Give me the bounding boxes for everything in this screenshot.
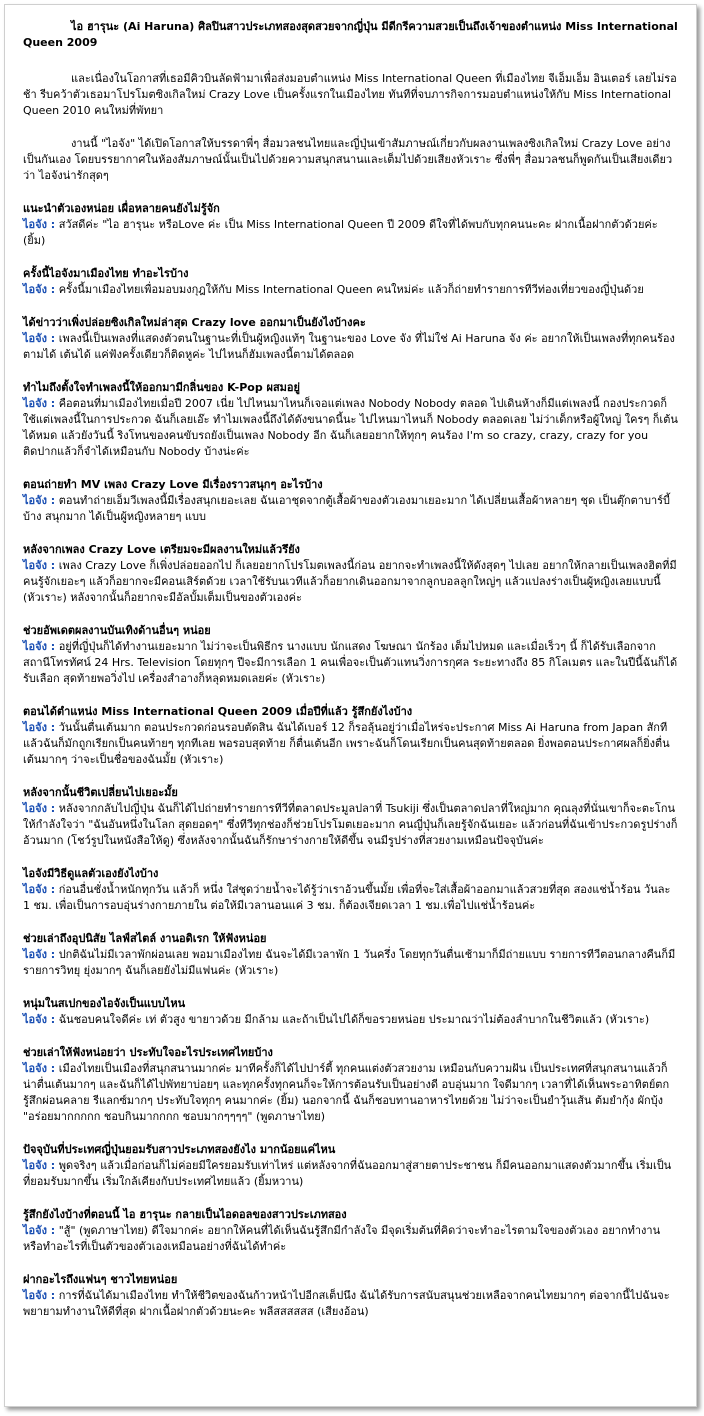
answer-text: เพลง Crazy Love ก็เพิ่งปล่อยออกไป ก็เลยอยากโปรโมตเพลงนี้ก่อน อยากจะทำเพลงนี้ให้ดังสุดๆ ไปเลย อยากให้กลายเป็นเพลงฮิตที่มีคนรู้จักเยอะๆ แล้วก็อยากจะมีคอนเสิร์ตด้วย เวลาใช้รับนเวทีแล้วก็อยากเดินออกมาจากลูกบอลลูกใหญ่ๆ แล้วแปลงร่างเป็นผู้หญิงเลยแบบนี้ (หัวเราะ) หลังจากนั้นก็อยากจะมีอัลบั้มเต็มเป็นของตัวเองค่ะ [23,559,677,604]
answer-paragraph [23,1288,678,1320]
question-heading: ช่วยอัพเดตผลงานบันเทิงด้านอื่นๆ หน่อย [23,624,211,637]
article-frame [4,4,697,1407]
qa-item [23,931,678,979]
answer-paragraph [23,720,678,768]
answer-text: พูดจริงๆ แล้วเมื่อก่อนก็ไม่ค่อยมีใครยอมรับเท่าไหร่ แต่หลังจากที่ฉันออกมาสู่สายตาประชาชน ก็มีคนออกมาแสดงตัวมากขึ้น เริ่มเป็นที่ยอมรับมากขึ้น เริ่มใกล้เคียงกับประเทศไทยแล้ว (ยิ้มหวาน) [23,1159,672,1188]
question-heading: ตอนถ่ายทำ MV เพลง Crazy Love มีเรื่องราวสนุกๆ อะไรบ้าง [23,478,323,491]
question-heading: ไอจังมีวิธีดูแลตัวเองยังไงบ้าง [23,867,159,880]
question-heading: ช่วยเล่าถึงอุปนิสัย ไลฟ์สไตล์ งานอดิเรก ให้ฟังหน่อย [23,932,267,945]
qa-item [23,1272,678,1320]
qa-item [23,866,678,914]
qa-item [23,1207,678,1255]
answer-paragraph [23,396,678,460]
speaker-label: ไอจัง : [23,1289,56,1302]
answer-text: ครั้งนี้มาเมืองไทยเพื่อมอบมงกุฎให้กับ Miss International Queen คนใหม่ค่ะ แล้วก็ถ่ายทำรายการทีวีท่องเที่ยวของญี่ปุ่นด้วย [58,283,644,296]
speaker-label: ไอจัง : [23,1013,56,1026]
question-heading: รู้สึกยังไงบ้างที่ตอนนี้ ไอ ฮารุนะ กลายเป็นไอดอลของสาวประเภทสอง [23,1208,347,1221]
qa-item [23,623,678,687]
speaker-label: ไอจัง : [23,640,56,653]
article-content [5,5,696,1320]
speaker-label: ไอจัง : [23,1062,56,1075]
question-heading: หลังจากเพลง Crazy Love เตรียมจะมีผลงานใหม่แล้วรึยัง [23,543,300,556]
intro-paragraph: งานนี้ "ไอจัง" ได้เปิดโอกาสให้บรรดาพี่ๆ สื่อมวลชนไทยและญี่ปุ่นเข้าสัมภาษณ์เกี่ยวกับผลงานเพลงซิงเกิลใหม่ Crazy Love อย่างเป็นกันเอง โดยบรรยากาศในห้องสัมภาษณ์นั้นเป็นไปด้วยความสนุกสนานและเต็มไปด้วยเสียงหัวเราะ ซึ่งพี่ๆ สื่อมวลชนก็พูดกันเป็นเสียงเดียวว่า ไอจังน่ารักสุดๆ [23,137,673,182]
answer-paragraph [23,493,678,525]
question-heading: หลังจากนั้นชีวิตเปลี่ยนไปเยอะมั้ย [23,786,178,799]
speaker-label: ไอจัง : [23,883,56,896]
speaker-label: ไอจัง : [23,802,56,815]
answer-paragraph [23,1223,678,1255]
qa-item [23,477,678,525]
qa-item [23,542,678,606]
answer-paragraph [23,217,678,249]
qa-item [23,785,678,849]
speaker-label: ไอจัง : [23,948,56,961]
qa-item [23,1142,678,1190]
answer-text: คือตอนที่มาเมืองไทยเมื่อปี 2007 เนี่ย ไปไหนมาไหนก็เจอแต่เพลง Nobody Nobody ตลอด ไปเดินห้างก็มีแต่เพลงนี้ กองประกวดก็ใช้แต่เพลงนี้ในการประกวด ฉันก็เลยเอ๊ะ ทำไมเพลงนี้ถึงได้ดังขนาดนี้นะ ไปไหนมาไหนก็ Nobody ตลอดเลย ไม่ว่าเด็กหรือผู้ใหญ่ ใครๆ ก็เต้นได้หมด แล้วยังวันนี้ ริงโทนของคนขับรถยังเป็นเพลง Nobody อีก ฉันก็เลยอยากให้ทุกๆ คนร้อง I'm so crazy, crazy, crazy for you ติดปากแล้วก็จำได้เหมือนกับ Nobody บ้างน่ะค่ะ [23,397,678,458]
qa-item [23,201,678,249]
question-heading: หนุ่มในสเปกของไอจังเป็นแบบไหน [23,997,186,1010]
speaker-label: ไอจัง : [23,559,56,572]
speaker-label: ไอจัง : [23,332,56,345]
qa-item [23,704,678,768]
qa-item [23,266,678,298]
answer-text: อยู่ที่ญี่ปุ่นก็ได้ทำงานเยอะมาก ไม่ว่าจะเป็นพิธีกร นางแบบ นักแสดง โฆษณา นักร้อง เต็มไปหมด และเมื่อเร็วๆ นี้ ก็ได้รับเลือกจากสถานีโทรทัศน์ 24 Hrs. Television โดยทุกๆ ปีจะมีการเลือก 1 คนเพื่อจะเป็นตัวแทนวิ่งการกุศล ระยะทางถึง 85 กิโลเมตร และในปีนี้ฉันก็ได้รับเลือก สุดท้ายพอวิ่งไป เครื่องสำอางก็หลุดหมดเลยค่ะ (หัวเราะ) [23,640,678,685]
speaker-label: ไอจัง : [23,283,56,296]
answer-text: หลังจากกลับไปญี่ปุ่น ฉันก็ได้ไปถ่ายทำรายการทีวีที่ตลาดประมูลปลาที่ Tsukiji ซึ่งเป็นตลาดปลาที่ใหญ่มาก คุณลุงที่นั่นเขาก็จะตะโกนให้กำลังใจว่า "ฉันอันหนึ่งในโลก สุดยอดๆ" ซึ่งทีวีทุกช่องก็ช่วยโปรโมตเยอะมาก คนญี่ปุ่นก็เลยรู้จักฉันเยอะ แล้วก่อนที่ฉันเข้าประกวดรูปร่างก็อ้วนมาก (โชว์รูปในหนังสือให้ดู) ซึ่งหลังจากนั้นฉันก็รักษาร่างกายให้ดีขึ้น จนมีรูปร่างที่สวยงามเหมือนปัจจุบันค่ะ [23,802,678,847]
answer-paragraph [23,1012,678,1028]
question-heading: ฝากอะไรถึงแฟนๆ ชาวไทยหน่อย [23,1273,178,1286]
interview-qa-list [23,201,678,1320]
question-heading: ทำไมถึงตั้งใจทำเพลงนี้ให้ออกมามีกลิ่นของ K-Pop ผสมอยู่ [23,381,300,394]
article-lead-title: ไอ ฮารุนะ (Ai Haruna) ศิลปินสาวประเภทสองสุดสวยจากญี่ปุ่น มีดีกรีความสวยเป็นถึงเจ้าของตำแหน่ง Miss International Queen 2009 [23,20,678,49]
article-intro [23,19,678,184]
answer-text: การที่ฉันได้มาเมืองไทย ทำให้ชีวิตของฉันก้าวหน้าไปอีกสเต็ปนึง ฉันได้รับการสนับสนุนช่วยเหลือจากคนไทยมากๆ ต่อจากนี้ไปฉันจะพยายามทำงานให้ดีที่สุด ฝากเนื้อฝากตัวด้วยนะคะ พลีสสสสสส (เสียงอ้อน) [23,1289,670,1318]
speaker-label: ไอจัง : [23,218,56,231]
answer-paragraph [23,947,678,979]
answer-paragraph [23,801,678,849]
speaker-label: ไอจัง : [23,397,56,410]
answer-paragraph [23,558,678,606]
speaker-label: ไอจัง : [23,494,56,507]
speaker-label: ไอจัง : [23,1224,56,1237]
answer-paragraph [23,882,678,914]
answer-text: ก่อนอื่นชั่งน้ำหนักทุกวัน แล้วก็ หนึ่ง ใส่ชุดว่ายน้ำจะได้รู้ว่าเราอ้วนขึ้นมั้ย เพื่อที่จะใส่เสื้อผ้าออกมาแล้วสวยที่สุด สองแช่น้ำร้อน วันละ 1 ชม. เพื่อเป็นการอบอุ่นร่างกายภายใน ต่อให้มีเวลานอนแค่ 3 ชม. ก็ต้องเจียดเวลา 1 ชม.เพื่อไปแช่น้ำร้อนค่ะ [23,883,671,912]
speaker-label: ไอจัง : [23,1159,56,1172]
answer-paragraph [23,639,678,687]
question-heading: แนะนำตัวเองหน่อย เผื่อหลายคนยังไม่รู้จัก [23,202,220,215]
answer-text: ฉันชอบคนใจดีค่ะ เท่ ตัวสูง ขายาวด้วย มีกล้าม และถ้าเป็นไปได้ก็ขอรวยหน่อย ประมาณว่าไม่ต้องลำบากในชีวิตแล้ว (หัวเราะ) [58,1013,650,1026]
speaker-label: ไอจัง : [23,721,56,734]
answer-text: สวัสดีค่ะ "ไอ ฮารุนะ หรือLove ค่ะ เป็น Miss International Queen ปี 2009 ดีใจที่ได้พบกับทุกคนนะคะ ฝากเนื้อฝากตัวด้วยค่ะ (ยิ้ม) [23,218,658,247]
answer-text: ปกติฉันไม่มีเวลาพักผ่อนเลย พอมาเมืองไทย ฉันจะได้มีเวลาพัก 1 วันครึ่ง โดยทุกวันตื่นเช้ามาก็มีถ่ายแบบ รายการทีวีตอนกลางคืนก็มีรายการวิทยุ ยุ่งมากๆ ฉันก็เลยยังไม่มีแฟนค่ะ (หัวเราะ) [23,948,676,977]
answer-text: เมืองไทยเป็นเมืองที่สนุกสนานมากค่ะ มาทีครั้งก็ได้ไปปาร์ตี้ ทุกคนแต่งตัวสวยงาม เหมือนกับความฝัน เป็นประเทศที่สนุกสนานแล้วก็น่าตื่นเต้นมากๆ และฉันก็ได้ไปพัทยาบ่อยๆ และทุกครั้งทุกคนก็จะให้การต้อนรับเป็นอย่างดี อบอุ่นมาก ใจดีมากๆ เวลาที่ได้เห็นพระอาทิตย์ตก รู้สึกผ่อนคลาย รีแลกซ์มากๆ ประทับใจทุกๆ คนมากค่ะ (ยิ้ม) นอกจากนี้ ฉันก็ชอบทานอาหารไทยด้วย ไม่ว่าจะเป็นยำวุ้นเส้น ต้มยำกุ้ง ผักบุ้ง "อร่อยมากกกกก ชอบกินมากกกก ชอบมากๆๆๆๆ" (พูดภาษาไทย) [23,1062,670,1123]
question-heading: ตอนได้ตำแหน่ง Miss International Queen 2009 เมื่อปีที่แล้ว รู้สึกยังไงบ้าง [23,705,413,718]
qa-item [23,380,678,460]
question-heading: ปัจจุบันที่ประเทศญี่ปุ่นยอมรับสาวประเภทสองยังไง มากน้อยแค่ไหน [23,1143,336,1156]
qa-item [23,996,678,1028]
qa-item [23,1045,678,1125]
answer-paragraph [23,1061,678,1125]
answer-paragraph [23,1158,678,1190]
answer-text: ตอนทำถ่ายเอ็มวีเพลงนี้มีเรื่องสนุกเยอะเลย ฉันเอาชุดจากตู้เสื้อผ้าของตัวเองมาเยอะมาก ได้เปลี่ยนเสื้อผ้าหลายๆ ชุด เป็นตุ๊กตาบาร์บี้บ้าง สนุกมาก ได้เป็นผู้หญิงหลายๆ แบบ [23,494,671,523]
answer-text: วันนั้นตื่นเต้นมาก ตอนประกวดก่อนรอบตัดสิน ฉันได้เบอร์ 12 ก็รอลุ้นอยู่ว่าเมื่อไหร่จะประกาศ Miss Ai Haruna from Japan สักที แล้วฉันก็มักถูกเรียกเป็นคนท้ายๆ ทุกทีเลย พอรอบสุดท้าย ก็ตื่นเต้นอีก เพราะฉันก็โดนเรียกเป็นคนสุดท้ายตลอด ยิ่งพอตอนประกาศผลก็ยิ่งตื่นเต้นมากๆ ว่าจะเป็นชื่อของฉันมั้ย (หัวเราะ) [23,721,670,766]
answer-text: เพลงนี้เป็นเพลงที่แสดงตัวตนในฐานะที่เป็นผู้หญิงแท้ๆ ในฐานะของ Love จัง ที่ไม่ใช่ Ai Haruna จัง ค่ะ อยากให้เป็นเพลงที่ทุกคนร้องตามได้ เต้นได้ แค่ฟังครั้งเดียวก็ติดหูค่ะ ไปไหนก็ฮัมเพลงนี้ตามได้ตลอด [23,332,675,361]
intro-paragraph: และเนื่องในโอกาสที่เธอมีคิวบินลัดฟ้ามาเพื่อส่งมอบตำแหน่ง Miss International Queen ที่เมืองไทย จีเอ็มเอ็ม อินเตอร์ เลยไม่รอช้า รีบคว้าตัวเธอมาโปรโมตซิงเกิลใหม่ Crazy Love เป็นครั้งแรกในเมืองไทย ทันทีที่จบภารกิจการมอบตำแหน่งให้กับ Miss International Queen 2010 คนใหม่ที่พัทยา [23,72,677,117]
answer-paragraph [23,282,678,298]
question-heading: ครั้งนี้ไอจังมาเมืองไทย ทำอะไรบ้าง [23,267,189,280]
answer-paragraph [23,331,678,363]
qa-item [23,315,678,363]
question-heading: ช่วยเล่าให้ฟังหน่อยว่า ประทับใจอะไรประเทศไทยบ้าง [23,1046,273,1059]
answer-text: "สู้" (พูดภาษาไทย) ดีใจมากค่ะ อยากให้คนที่ได้เห็นฉันรู้สึกมีกำลังใจ มีจุดเริ่มต้นที่คิดว่าจะทำอะไรตามใจของตัวเอง อยากทำงาน หรือทำอะไรที่เป็นตัวของตัวเองเหมือนอย่างที่ฉันได้ทำค่ะ [23,1224,661,1253]
question-heading: ได้ข่าวว่าเพิ่งปล่อยซิงเกิลใหม่ล่าสุด Crazy love ออกมาเป็นยังไงบ้างคะ [23,316,366,329]
